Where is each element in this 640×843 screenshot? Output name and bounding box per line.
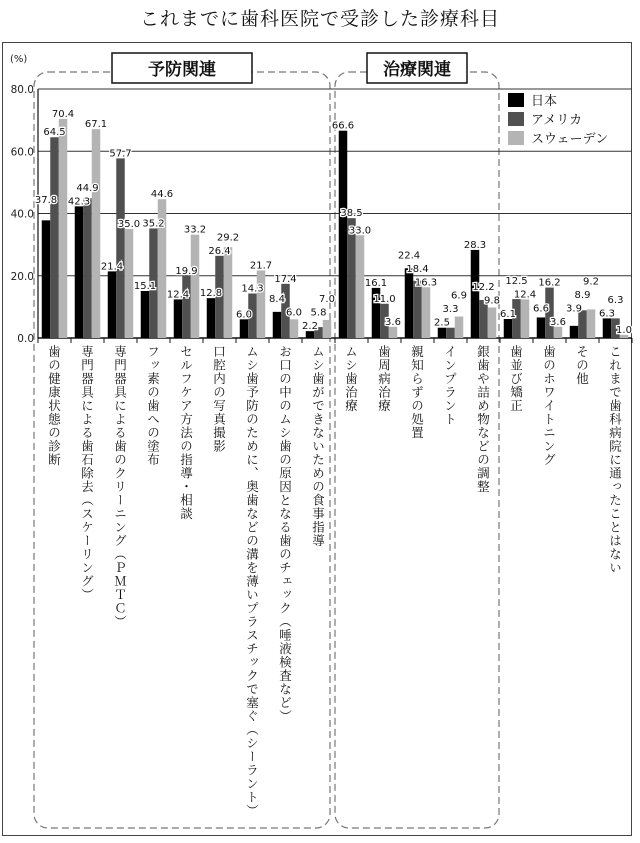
bar-sweden <box>290 319 299 338</box>
group-box <box>335 72 499 828</box>
data-label: 3.9 <box>566 303 582 315</box>
x-category-label: 歯並び矯正 <box>508 345 524 413</box>
bar-japan <box>42 220 51 338</box>
data-label: 28.3 <box>463 239 487 251</box>
bar-sweden <box>257 270 266 338</box>
data-label: 8.9 <box>574 289 591 301</box>
y-tick-label: 60.0 <box>10 146 34 159</box>
bar-japan <box>504 319 513 338</box>
bar-sweden <box>191 235 200 338</box>
y-tick-label: 0.0 <box>17 333 34 345</box>
x-category-label: 親知らずの処置 <box>409 345 425 440</box>
bar-usa <box>446 328 455 338</box>
data-label: 18.4 <box>406 263 429 275</box>
bar-sweden <box>92 129 101 338</box>
bar-sweden <box>587 309 596 338</box>
data-label: 35.0 <box>117 219 141 231</box>
x-category-label: お口の中のムシ歯の原因となる歯のチェック（唾液検査など） <box>277 345 293 723</box>
bar-japan <box>75 206 84 338</box>
data-label: 12.2 <box>472 282 495 294</box>
x-category-label: その他 <box>574 345 590 386</box>
bar-japan <box>438 328 447 338</box>
data-label: 33.0 <box>348 225 372 237</box>
data-label: 21.4 <box>100 261 124 273</box>
x-category-label: フッ素の歯への塗布 <box>145 345 161 467</box>
data-label: 6.3 <box>607 294 624 306</box>
bar-japan <box>174 299 183 338</box>
data-label: 70.4 <box>51 108 75 120</box>
x-category-label: 銀歯や詰め物などの調整 <box>475 345 491 494</box>
x-category-label: ムシ歯治療 <box>343 345 359 413</box>
legend-label: 日本 <box>531 94 558 109</box>
group-label: 予防関連 <box>148 60 216 80</box>
data-label: 15.1 <box>133 281 157 293</box>
bar-japan <box>273 312 282 338</box>
x-category-label: これまで歯科病院に通ったことはない <box>607 345 623 575</box>
data-label: 42.3 <box>67 196 91 208</box>
data-label: 14.3 <box>241 283 264 295</box>
data-label: 16.3 <box>414 277 438 289</box>
bar-usa <box>578 310 587 338</box>
x-category-label: 歯周病治療 <box>376 345 392 413</box>
legend-label: アメリカ <box>531 113 583 128</box>
data-label: 7.0 <box>319 294 335 306</box>
bar-sweden <box>455 317 464 338</box>
data-label: 6.1 <box>500 309 516 321</box>
data-label: 6.0 <box>286 307 302 319</box>
bar-japan <box>603 318 612 338</box>
bar-japan <box>108 271 117 338</box>
chart-title: これまでに歯科医院で受診した診療科目 <box>139 8 500 30</box>
bar-usa <box>83 198 92 338</box>
data-label: 1.0 <box>616 324 632 336</box>
data-label: 9.2 <box>583 276 599 288</box>
data-label: 3.6 <box>550 316 566 328</box>
bar-japan <box>339 131 348 338</box>
bar-japan <box>240 319 249 338</box>
data-label: 12.8 <box>199 288 223 300</box>
data-label: 44.6 <box>150 189 174 201</box>
bar-usa <box>116 158 125 338</box>
bar-usa <box>413 281 422 338</box>
bar-usa <box>50 137 59 338</box>
y-axis-unit: (%) <box>10 54 28 65</box>
bar-usa <box>182 276 191 338</box>
data-label: 21.7 <box>249 260 273 272</box>
data-label: 5.8 <box>310 307 327 319</box>
bar-sweden <box>422 287 431 338</box>
data-label: 64.5 <box>43 127 66 139</box>
bar-japan <box>141 291 150 338</box>
data-label: 2.2 <box>302 321 318 333</box>
y-tick-label: 20.0 <box>10 270 34 283</box>
data-label: 22.4 <box>397 250 421 262</box>
legend-swatch <box>508 112 524 126</box>
data-label: 26.4 <box>208 245 231 257</box>
bar-sweden <box>224 247 233 338</box>
bar-japan <box>207 298 216 338</box>
legend-label: スウェーデン <box>531 132 609 147</box>
data-label: 6.0 <box>236 309 252 321</box>
data-label: 8.4 <box>269 294 285 306</box>
x-category-label: 口腔内の写真撮影 <box>211 345 227 453</box>
data-label: 17.4 <box>274 273 297 285</box>
bar-sweden <box>554 327 563 338</box>
bar-japan <box>570 326 579 338</box>
data-label: 16.1 <box>364 277 388 289</box>
bar-sweden <box>323 320 332 338</box>
data-label: 57.7 <box>109 148 132 160</box>
data-label: 16.2 <box>538 277 561 289</box>
legend-swatch <box>508 93 524 107</box>
data-label: 38.5 <box>340 208 363 220</box>
x-category-label: ムシ歯ができないための食事指導 <box>310 345 326 548</box>
data-label: 11.0 <box>373 293 396 305</box>
data-label: 12.4 <box>513 289 537 301</box>
x-category-label: 専門器具による歯のクリーニング（ＰＭＴＣ） <box>112 345 128 629</box>
x-category-label: 歯のホワイトニング <box>541 345 557 467</box>
data-label: 12.5 <box>505 275 528 287</box>
x-category-label: ムシ歯予防のために、奥歯などの溝を薄いプラスチックで塞ぐ（シーラント） <box>244 345 260 818</box>
data-label: 9.8 <box>484 295 500 307</box>
data-label: 35.2 <box>142 218 165 230</box>
bar-sweden <box>488 307 497 338</box>
data-label: 6.9 <box>451 290 467 302</box>
group-label: 治療関連 <box>383 60 451 80</box>
data-label: 2.5 <box>434 317 450 329</box>
y-tick-label: 40.0 <box>10 208 34 221</box>
data-label: 3.3 <box>442 304 459 316</box>
data-label: 19.9 <box>175 266 198 278</box>
data-label: 67.1 <box>84 119 108 131</box>
x-category-label: 歯の健康状態の診断 <box>46 345 62 467</box>
data-label: 6.3 <box>599 308 615 320</box>
bar-japan <box>306 331 315 338</box>
bar-sweden <box>389 327 398 338</box>
bar-sweden <box>59 119 68 338</box>
y-tick-label: 80.0 <box>10 84 34 96</box>
x-category-label: セルフケア方法の指導・相談 <box>178 345 194 521</box>
bar-sweden <box>356 235 365 338</box>
data-label: 29.2 <box>216 232 240 244</box>
bar-sweden <box>521 299 530 338</box>
bar-japan <box>537 317 546 338</box>
data-label: 6.6 <box>533 303 549 315</box>
x-category-label: インプラント <box>442 345 458 426</box>
bar-sweden <box>125 229 134 338</box>
data-label: 37.8 <box>34 195 58 206</box>
data-label: 44.9 <box>76 182 99 194</box>
legend-swatch <box>508 131 524 145</box>
data-label: 3.6 <box>385 316 401 328</box>
x-category-label: 専門器具による歯石除去（スケーリング） <box>79 345 95 602</box>
data-label: 33.2 <box>183 224 207 236</box>
data-label: 66.6 <box>331 120 355 132</box>
bar-japan <box>405 268 414 338</box>
bar-japan <box>471 250 480 338</box>
data-label: 12.4 <box>166 289 190 301</box>
